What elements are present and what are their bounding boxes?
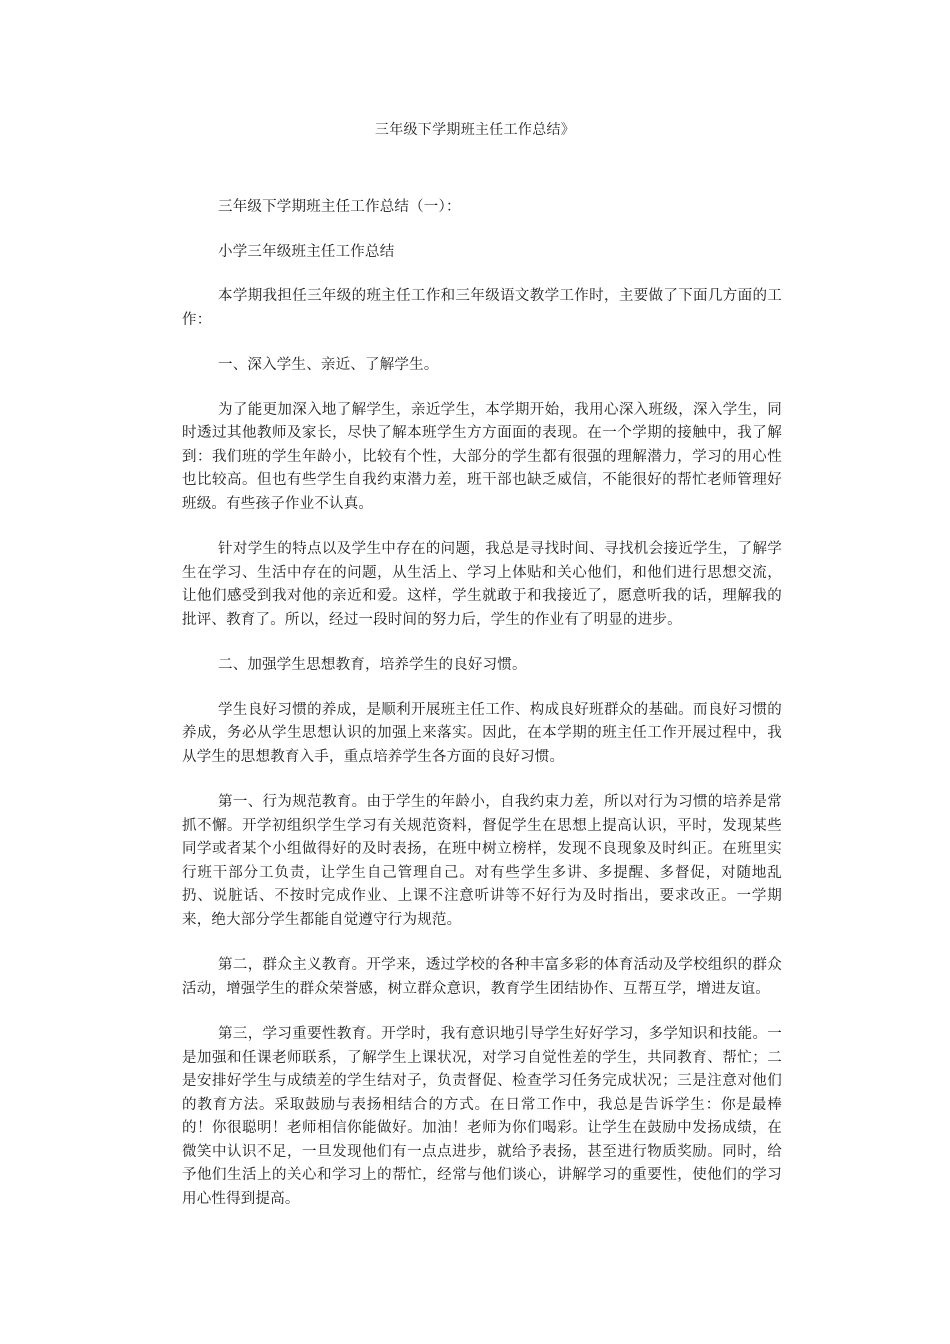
paragraph: 为了能更加深入地了解学生，亲近学生，本学期开始，我用心深入班级，深入学生，同时透过其他教师及家长，尽快了解本班学生方方面面的表现。在一个学期的接触中，我了解到：我们班的学生年龄小，比较有个性，大部分的学生都有很强的理解潜力，学习的用心性也比较高。但也有些学生自我约束潜力差，班干部也缺乏威信，不能很好的帮忙老师管理好班级。有些孩子作业不认真。: [182, 401, 782, 512]
paragraph: 学生良好习惯的养成，是顺利开展班主任工作、构成良好班群众的基础。而良好习惯的养成，务必从学生思想认识的加强上来落实。因此，在本学期的班主任工作开展过程中，我从学生的思想教育入手，重点培养学生各方面的良好习惯。: [182, 701, 782, 765]
paragraph: 第二，群众主义教育。开学来，透过学校的各种丰富多彩的体育活动及学校组织的群众活动，增强学生的群众荣誉感，树立群众意识，教育学生团结协作、互帮互学，增进友谊。: [182, 957, 782, 997]
document-title: 三年级下学期班主任工作总结》: [374, 122, 576, 138]
paragraph: 第三，学习重要性教育。开学时，我有意识地引导学生好好学习，多学知识和技能。一是加强和任课老师联系，了解学生上课状况，对学习自觉性差的学生，共同教育、帮忙；二是安排好学生与成绩差的学生结对子，负责督促、检查学习任务完成状况；三是注意对他们的教育方法。采取鼓励与表扬相结合的方式。在日常工作中，我总是告诉学生：你是最棒的！你很聪明！老师相信你能做好。加油！老师为你们喝彩。让学生在鼓励中发扬成绩，在微笑中认识不足，一旦发现他们有一点点进步，就给予表扬，甚至进行物质奖励。同时，给予他们生活上的关心和学习上的帮忙，经常与他们谈心，讲解学习的重要性，使他们的学习用心性得到提高。: [182, 1026, 782, 1207]
point-one-heading: 一、深入学生、亲近、了解学生。: [218, 357, 439, 373]
subtitle: 小学三年级班主任工作总结: [218, 243, 395, 260]
document-body: [182, 196, 782, 1233]
point-two-heading: 二、加强学生思想教育，培养学生的良好习惯。: [218, 657, 527, 673]
paragraph: 第一、行为规范教育。由于学生的年龄小，自我约束力差，所以对行为习惯的培养是常抓不懈。开学初组织学生学习有关规范资料，督促学生在思想上提高认识，平时，发现某些同学或者某个小组做得好的及时表扬，在班中树立榜样，发现不良现象及时纠正。在班里实行班干部分工负责，让学生自己管理自己。对有些学生多讲、多提醒、多督促，对随地乱扔、说脏话、不按时完成作业、上课不注意听讲等不好行为及时指出，要求改正。一学期来，绝大部分学生都能自觉遵守行为规范。: [182, 794, 782, 928]
paragraph: 针对学生的特点以及学生中存在的问题，我总是寻找时间、寻找机会接近学生，了解学生在学习、生活中存在的问题，从生活上、学习上体贴和关心他们，和他们进行思想交流，让他们感受到我对他的亲近和爱。这样，学生就敢于和我接近了，愿意听我的话，理解我的批评、教育了。所以，经过一段时间的努力后，学生的作业有了明显的进步。: [182, 541, 782, 628]
paragraph-intro: 本学期我担任三年级的班主任工作和三年级语文教学工作时，主要做了下面几方面的工作：: [182, 288, 782, 328]
section-heading: 三年级下学期班主任工作总结（一）：: [218, 199, 461, 215]
